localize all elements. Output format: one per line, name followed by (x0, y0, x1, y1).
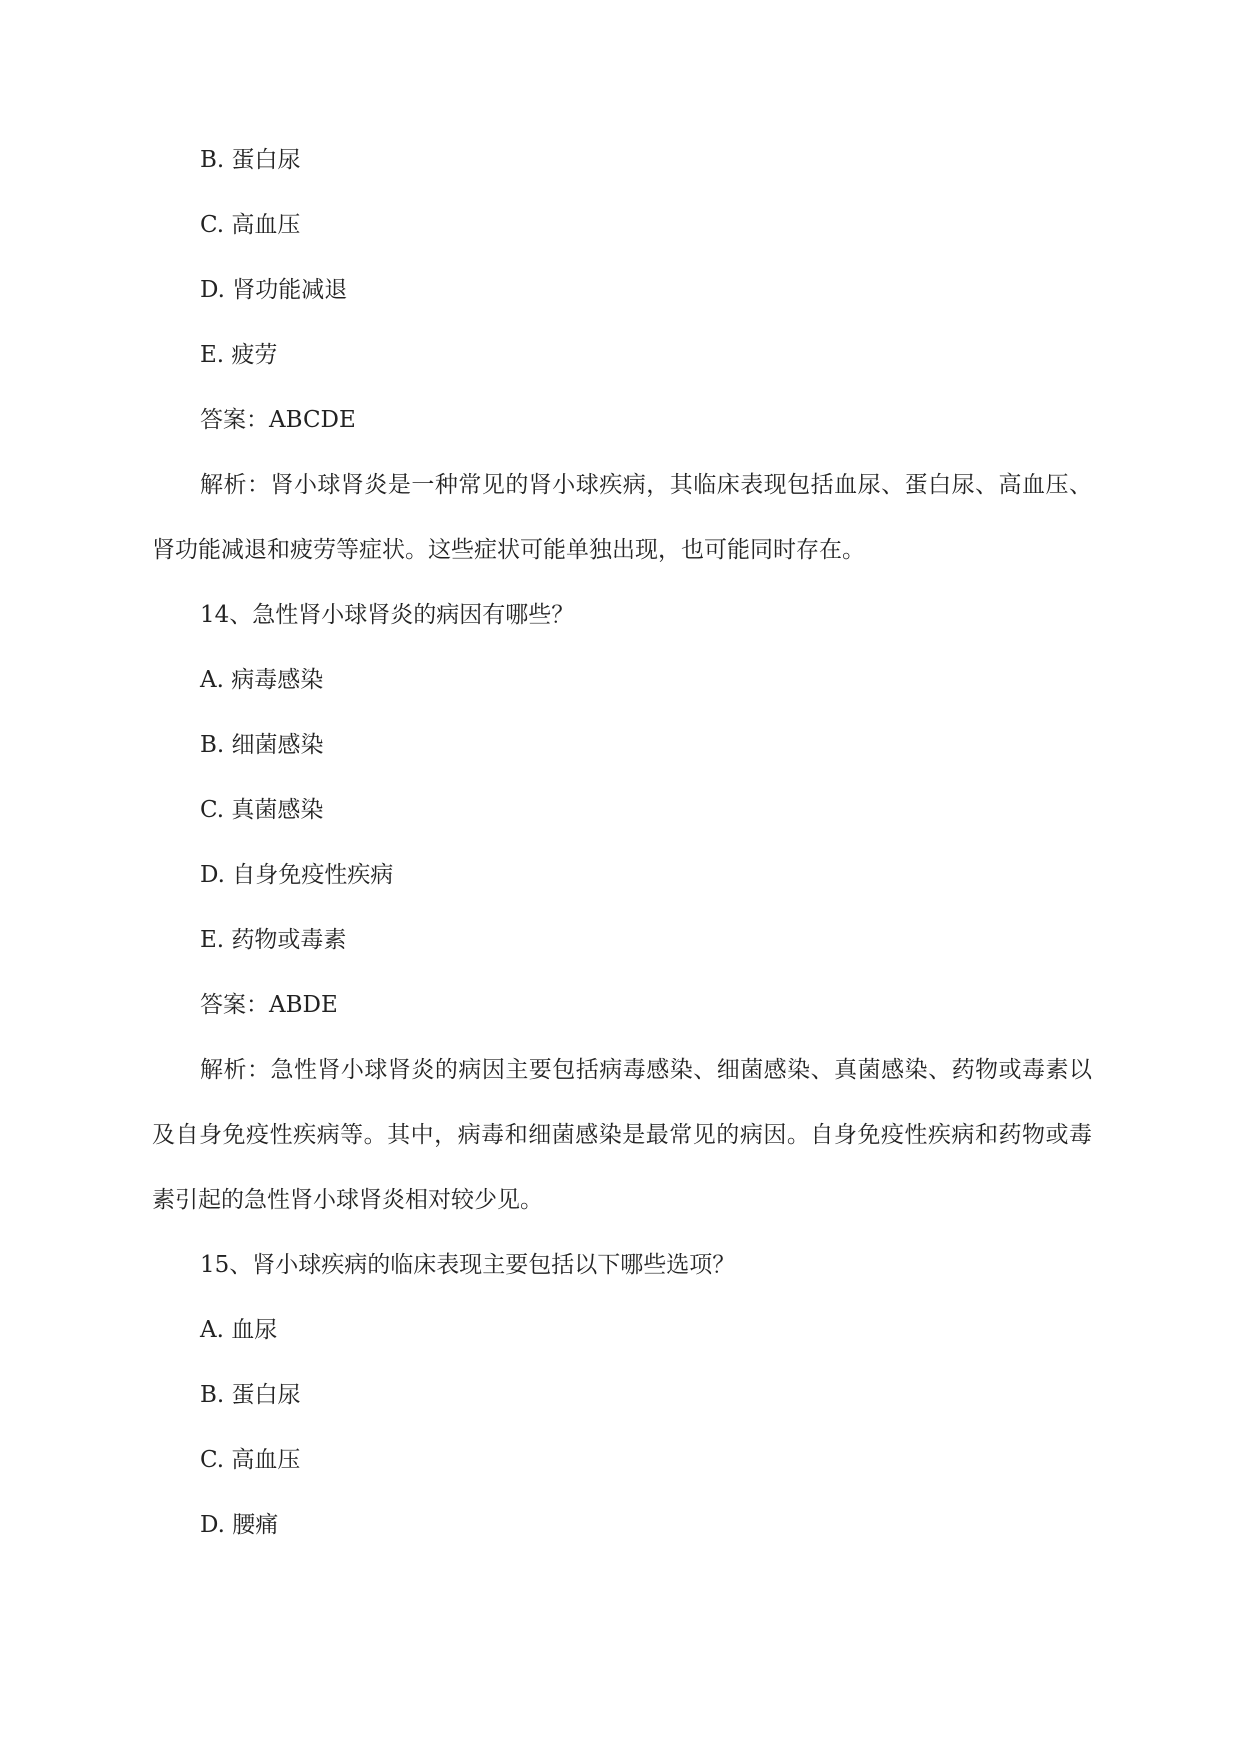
option-a-q14: A. 病毒感染 (200, 667, 324, 693)
option-b-q15: B. 蛋白尿 (200, 1382, 301, 1408)
option-d-q14: D. 自身免疫性疾病 (200, 862, 394, 888)
answer-q14: 答案：ABDE (200, 992, 338, 1018)
question-14: 14、急性肾小球肾炎的病因有哪些？ (200, 602, 575, 628)
option-e-q14: E. 药物或毒素 (200, 927, 347, 953)
explanation-q13: 解析：肾小球肾炎是一种常见的肾小球疾病，其临床表现包括血尿、蛋白尿、高血压、肾功能减退和疲劳等症状。这些症状可能单独出现，也可能同时存在。 (152, 472, 1092, 563)
option-c-q15: C. 高血压 (200, 1447, 301, 1473)
question-15: 15、肾小球疾病的临床表现主要包括以下哪些选项？ (200, 1252, 736, 1278)
option-c-q14: C. 真菌感染 (200, 797, 324, 823)
page-content (152, 144, 1092, 1574)
option-a-q15: A. 血尿 (200, 1317, 278, 1343)
option-d-q15: D. 腰痛 (200, 1512, 279, 1538)
explanation-q14: 解析：急性肾小球肾炎的病因主要包括病毒感染、细菌感染、真菌感染、药物或毒素以及自身免疫性疾病等。其中，病毒和细菌感染是最常见的病因。自身免疫性疾病和药物或毒素引起的急性肾小球肾炎相对较少见。 (152, 1057, 1092, 1213)
option-c-q13: C. 高血压 (200, 212, 301, 238)
option-e-q13: E. 疲劳 (200, 342, 278, 368)
option-b-q14: B. 细菌感染 (200, 732, 324, 758)
option-b-q13: B. 蛋白尿 (200, 147, 301, 173)
option-d-q13: D. 肾功能减退 (200, 277, 348, 303)
answer-q13: 答案：ABCDE (200, 407, 356, 433)
